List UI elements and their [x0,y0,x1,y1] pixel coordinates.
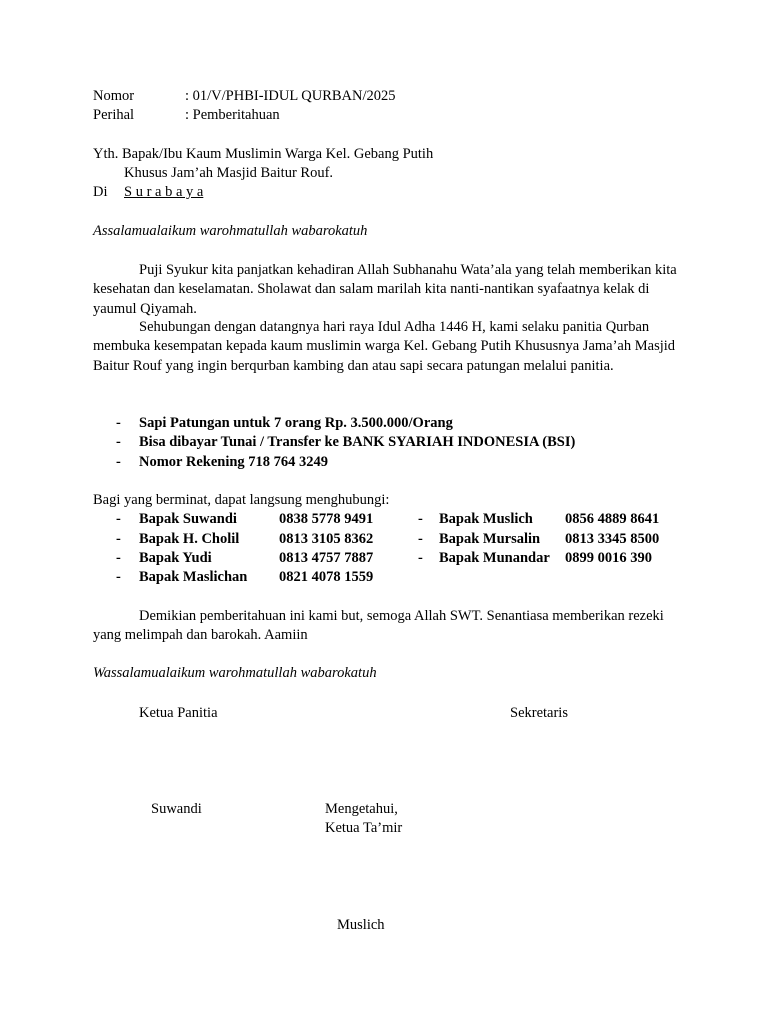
recipient-di-label: Di [93,184,108,200]
chair-name: Suwandi [151,801,202,817]
chair-title: Ketua Panitia [139,705,218,721]
contact-phone: 0899 0016 390 [565,550,652,566]
bullet-dash: - [116,415,121,431]
contact-intro: Bagi yang berminat, dapat langsung menghubungi: [93,492,390,508]
contact-dash: - [418,511,423,527]
contact-name: Bapak H. Cholil [139,531,240,547]
paragraph-2-text: Sehubungan dengan datangnya hari raya Idul Adha 1446 H, kami selaku panitia Qurban membuka kesempatan kepada kaum muslimin warga Kel. Gebang Putih Khususnya Jama’ah Masjid Baitur Rouf yang ingin berqurban kambing dan atau sapi secara patungan melalui panitia. [93,319,676,374]
perihal-label: Perihal [93,107,135,123]
bullet-item-2: Bisa dibayar Tunai / Transfer ke BANK SYARIAH INDONESIA (BSI) [139,434,576,450]
contact-phone: 0813 3345 8500 [565,531,660,547]
closing-greeting: Wassalamualaikum warohmatullah wabarokatuh [93,665,377,681]
contact-name: Bapak Yudi [139,550,212,566]
contact-name: Bapak Munandar [439,550,550,566]
contact-dash: - [116,550,121,566]
contact-dash: - [116,511,121,527]
contact-phone: 0813 3105 8362 [279,531,374,547]
contact-phone: 0813 4757 7887 [279,550,374,566]
contact-phone: 0821 4078 1559 [279,569,374,585]
contact-dash: - [116,531,121,547]
recipient-line1: Yth. Bapak/Ibu Kaum Muslimin Warga Kel. Gebang Putih [93,146,434,162]
perihal-value: : Pemberitahuan [185,107,280,123]
closing-paragraph-text: Demikian pemberitahuan ini kami but, semoga Allah SWT. Senantiasa memberikan rezeki yang melimpah dan barokah. Aamiin [93,608,664,644]
contact-dash: - [116,569,121,585]
opening-greeting: Assalamualaikum warohmatullah wabarokatuh [93,223,368,239]
contact-phone: 0838 5778 9491 [279,511,374,527]
paragraph-1-text: Puji Syukur kita panjatkan kehadiran Allah Subhanahu Wata’ala yang telah memberikan kita kesehatan dan keselamatan. Sholawat dan salam marilah kita nanti-nantikan syafaatnya kelak di yaumul Qiyamah. [93,262,677,317]
nomor-label: Nomor [93,88,135,104]
contact-dash: - [418,531,423,547]
takmir-title: Ketua Ta’mir [325,820,403,836]
contact-dash: - [418,550,423,566]
recipient-line2: Khusus Jam’ah Masjid Baitur Rouf. [124,165,334,181]
contact-name: Bapak Muslich [439,511,533,527]
bullet-dash: - [116,454,121,470]
contact-name: Bapak Mursalin [439,531,541,547]
contact-phone: 0856 4889 8641 [565,511,660,527]
contact-name: Bapak Suwandi [139,511,237,527]
secretary-title: Sekretaris [510,705,568,721]
contact-name: Bapak Maslichan [139,569,248,585]
bullet-item-3: Nomor Rekening 718 764 3249 [139,454,329,470]
closing-paragraph [93,607,683,646]
nomor-value: : 01/V/PHBI-IDUL QURBAN/2025 [185,88,396,104]
body-paragraph-1 [93,261,683,319]
acknowledged-label: Mengetahui, [325,801,398,817]
body-paragraph-2 [93,318,683,376]
takmir-name: Muslich [337,917,385,933]
recipient-city: S u r a b a y a [124,184,204,200]
bullet-dash: - [116,434,121,450]
bullet-item-1: Sapi Patungan untuk 7 orang Rp. 3.500.000/Orang [139,415,453,431]
